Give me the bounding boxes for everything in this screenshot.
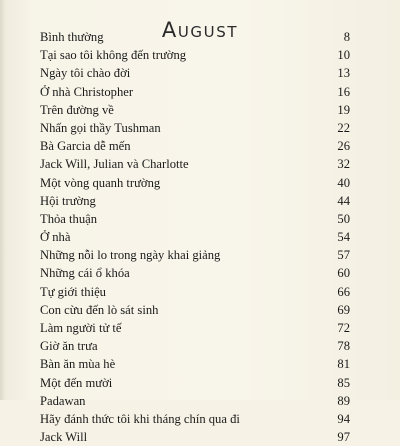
table-of-contents — [0, 28, 400, 446]
toc-entry-title: Một vòng quanh trường — [40, 175, 161, 190]
toc-entry-title: Bình thường — [40, 30, 104, 44]
toc-entry-title: Những cái ổ khóa — [40, 266, 130, 281]
part-title: August — [161, 18, 239, 43]
toc-entry — [0, 301, 400, 319]
toc-entry — [0, 392, 400, 410]
toc-entry-page: 72 — [337, 321, 350, 335]
toc-entry — [0, 264, 400, 282]
toc-entry-title: Một đến mười — [40, 375, 113, 390]
toc-entry — [0, 101, 400, 119]
toc-entry-page: 13 — [337, 66, 350, 81]
toc-entry-page: 97 — [337, 430, 350, 445]
toc-entry — [0, 337, 400, 355]
toc-entry-title: Jack Will — [40, 430, 88, 445]
toc-entry — [0, 64, 400, 82]
toc-entry-title: Hội trường — [40, 193, 96, 208]
toc-entry-title: Thỏa thuận — [40, 211, 98, 226]
toc-entry-page: 69 — [337, 302, 350, 317]
toc-entry — [0, 192, 400, 210]
toc-entry-page: 89 — [337, 393, 350, 408]
toc-entry — [0, 137, 400, 155]
toc-entry-page: 78 — [337, 339, 350, 354]
toc-entry-title: Ngày tôi chào đời — [40, 66, 131, 81]
toc-entry-title: Làm người tử tế — [40, 321, 122, 335]
toc-entry-title: Trên đường về — [40, 102, 114, 117]
toc-entry — [0, 155, 400, 173]
toc-entry — [0, 46, 400, 64]
toc-entry-page: 57 — [337, 248, 350, 263]
toc-entry — [0, 228, 400, 246]
toc-entry-page: 40 — [337, 175, 350, 190]
toc-entry — [0, 119, 400, 137]
toc-entry-page: 81 — [337, 357, 350, 372]
toc-entry-page: 44 — [337, 193, 350, 208]
toc-entry-title: Những nỗi lo trong ngày khai giảng — [40, 248, 221, 263]
toc-entry-title: Ở nhà — [40, 230, 71, 245]
toc-entry-page: 10 — [337, 48, 350, 63]
toc-entry-page: 16 — [337, 84, 350, 99]
toc-entry — [0, 355, 400, 373]
toc-entry-title: Bà Garcia dễ mến — [40, 139, 131, 154]
toc-entry-title: Giờ ăn trưa — [40, 339, 98, 354]
toc-entry-title: Tự giới thiệu — [40, 284, 106, 299]
toc-entry-title: Bàn ăn mùa hè — [40, 357, 116, 372]
toc-entry — [0, 174, 400, 192]
toc-entry — [0, 428, 400, 446]
toc-entry — [0, 319, 400, 337]
toc-entry-title: Tại sao tôi không đến trường — [40, 48, 187, 63]
toc-entry-page: 26 — [337, 139, 350, 154]
toc-entry — [0, 246, 400, 264]
toc-entry-title: Nhấn gọi thầy Tushman — [40, 120, 161, 135]
toc-entry-page: 85 — [337, 375, 350, 390]
toc-entry-title: Padawan — [40, 393, 86, 408]
toc-entry — [0, 283, 400, 301]
toc-entry-page: 94 — [337, 411, 350, 426]
toc-entry-page: 60 — [337, 266, 350, 281]
toc-entry — [0, 210, 400, 228]
toc-entry-page: 50 — [337, 211, 350, 226]
toc-entry-page: 32 — [337, 157, 350, 172]
toc-entry-title: Jack Will, Julian và Charlotte — [40, 157, 189, 172]
toc-entry-page: 8 — [343, 30, 350, 44]
toc-entry — [0, 28, 400, 46]
toc-entry-page: 19 — [337, 102, 350, 117]
toc-entry-title: Con cừu đến lò sát sinh — [40, 302, 159, 317]
toc-entry-page: 22 — [337, 120, 350, 135]
toc-entry-page: 54 — [337, 230, 350, 245]
toc-entry — [0, 374, 400, 392]
toc-entry-title: Hãy đánh thức tôi khi tháng chín qua đi — [40, 411, 240, 426]
toc-entry — [0, 83, 400, 101]
toc-entry-page: 66 — [337, 284, 350, 299]
toc-entry-title: Ở nhà Christopher — [40, 84, 134, 99]
toc-entry — [0, 410, 400, 428]
